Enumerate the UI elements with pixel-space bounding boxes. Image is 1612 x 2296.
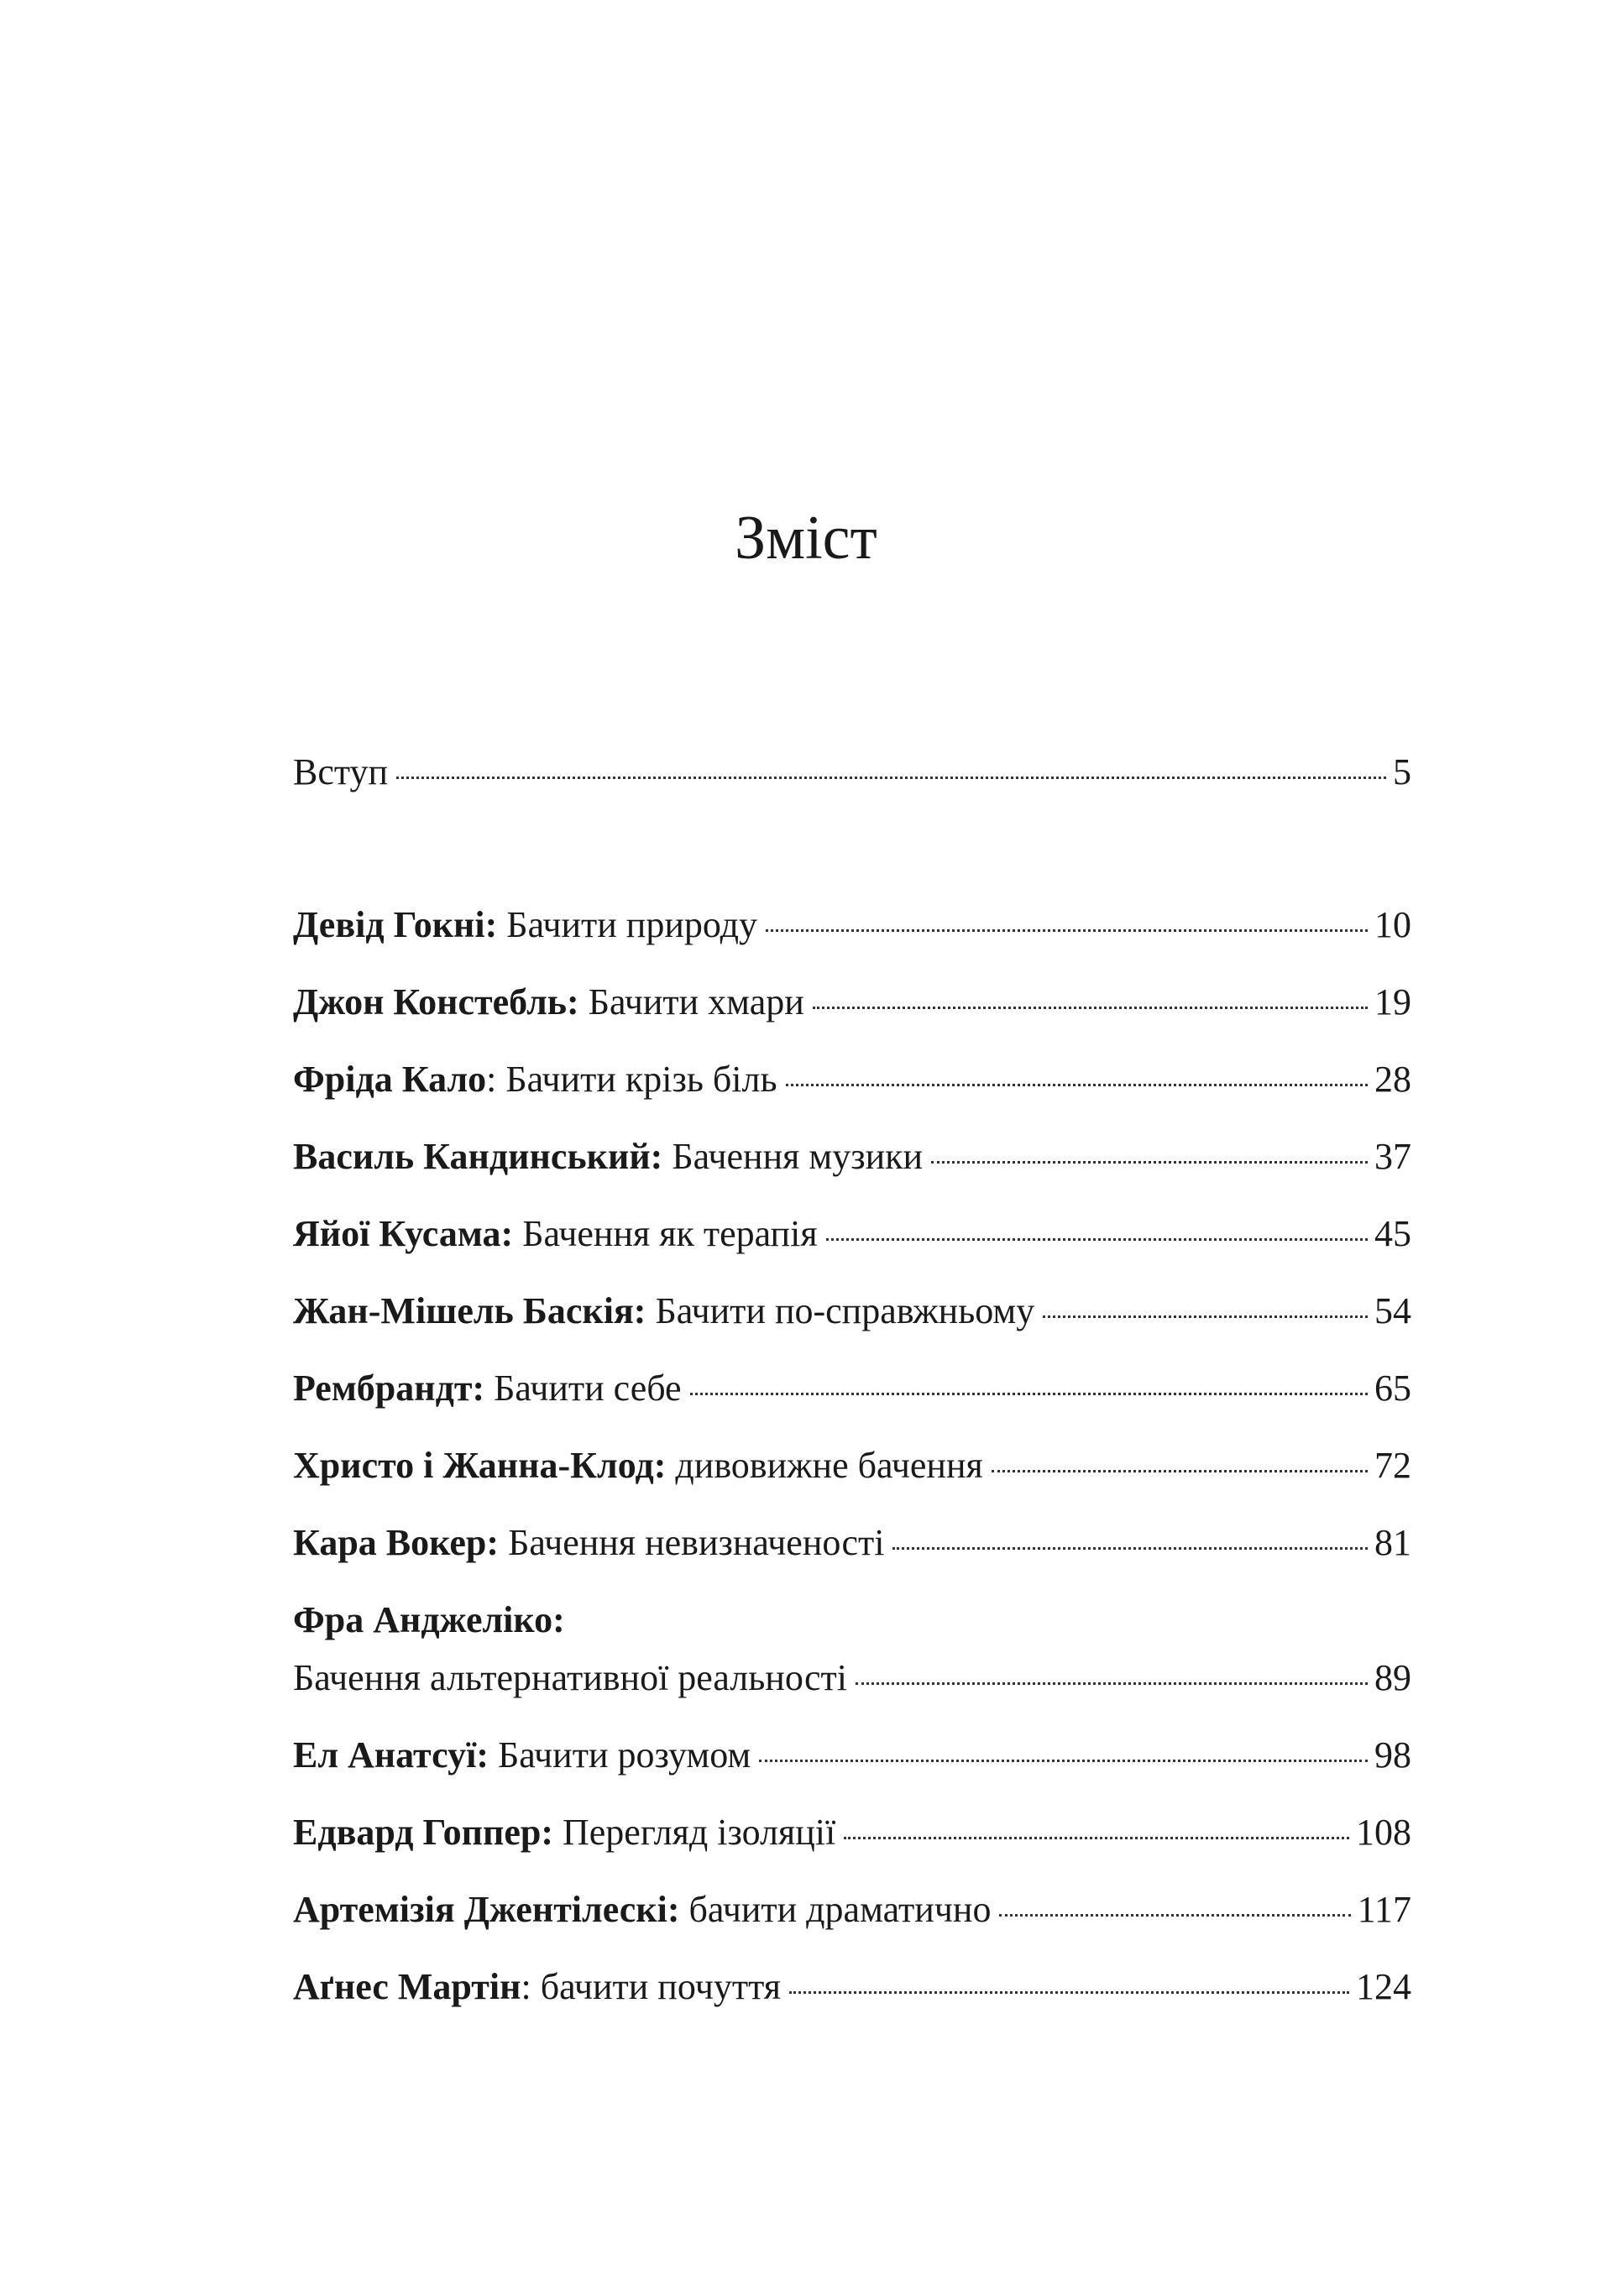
dot-leader (690, 1393, 1368, 1395)
toc-page-number: 89 (1374, 1657, 1411, 1698)
toc-page-number: 117 (1357, 1889, 1411, 1930)
toc-row[interactable] (293, 1365, 1411, 1412)
toc-entry-title: Бачити розумом (489, 1734, 751, 1776)
page-title: Зміст (735, 504, 877, 573)
toc-row[interactable] (293, 1288, 1411, 1335)
toc-page-number: 81 (1374, 1522, 1411, 1563)
toc-entry-title: : бачити почуття (521, 1966, 781, 2007)
toc-row[interactable] (293, 979, 1411, 1026)
toc-row[interactable] (293, 1732, 1411, 1779)
dot-leader (789, 1991, 1349, 1994)
dot-leader (766, 929, 1368, 932)
toc-artist-name: Ел Анатсуї: (293, 1734, 489, 1776)
dot-leader (826, 1238, 1368, 1241)
dot-leader (856, 1682, 1368, 1685)
toc-row[interactable] (293, 1442, 1411, 1489)
toc-page-number: 124 (1356, 1966, 1411, 2007)
toc-row-intro[interactable] (293, 749, 1411, 796)
dot-leader (1043, 1315, 1368, 1318)
toc-row[interactable] (293, 1211, 1411, 1258)
toc-page-number: 37 (1374, 1136, 1411, 1177)
toc-page-number: 72 (1374, 1445, 1411, 1486)
dot-leader (892, 1547, 1368, 1550)
toc-page-number: 45 (1374, 1213, 1411, 1254)
dot-leader (813, 1007, 1368, 1009)
toc-entry-title: бачити драматично (679, 1889, 992, 1930)
toc-artist-name: Кара Вокер: (293, 1522, 500, 1563)
toc-entry-title: Вступ (293, 751, 389, 792)
toc-page-number: 5 (1393, 751, 1411, 792)
toc-entry-title: Бачення невизначеності (499, 1522, 885, 1563)
toc-entry-title: Бачити природу (497, 904, 757, 945)
dot-leader (759, 1760, 1368, 1762)
toc-artist-name[interactable]: Фра Анджеліко: (293, 1599, 565, 1640)
toc-artist-name: Едвард Гоппер: (293, 1812, 553, 1853)
toc-row[interactable] (293, 902, 1411, 949)
dot-leader (992, 1470, 1368, 1472)
toc-artist-name: Яйої Кусама: (293, 1213, 514, 1254)
toc-entry-title: Бачити хмари (578, 981, 804, 1022)
toc-artist-name: Христо і Жанна-Клод: (293, 1445, 667, 1486)
toc-row[interactable] (293, 1655, 1411, 1702)
toc-row[interactable] (293, 1964, 1411, 2011)
toc-entry-title: Бачення як терапія (513, 1213, 818, 1254)
dot-leader (931, 1161, 1368, 1164)
dot-leader (396, 777, 1386, 779)
toc-entry-title: Бачити себе (484, 1368, 682, 1409)
toc-row[interactable] (293, 1056, 1411, 1103)
toc-row[interactable] (293, 1809, 1411, 1856)
toc-row[interactable] (293, 1886, 1411, 1933)
toc-entry-title: : Бачити крізь біль (486, 1059, 777, 1100)
toc-artist-name: Артемізія Джентілескі: (293, 1889, 680, 1930)
toc-artist-name: Джон Констебль: (293, 981, 579, 1022)
toc-artist-name: Жан-Мішель Баскія: (293, 1290, 646, 1331)
dot-leader (999, 1914, 1350, 1917)
toc-row[interactable] (293, 1133, 1411, 1180)
toc-page-number: 28 (1374, 1059, 1411, 1100)
toc-row[interactable] (293, 1519, 1411, 1566)
dot-leader (786, 1084, 1368, 1086)
toc-artist-name: Рембрандт: (293, 1368, 485, 1409)
toc-artist-name: Аґнес Мартін (293, 1966, 521, 2007)
toc-page-number: 10 (1374, 904, 1411, 945)
toc-page-number: 98 (1374, 1734, 1411, 1776)
toc-artist-name: Василь Кандинський: (293, 1136, 663, 1177)
toc-page-number: 54 (1374, 1290, 1411, 1331)
toc-entry-title: Бачити по-справжньому (646, 1290, 1035, 1331)
toc-page-number: 65 (1374, 1368, 1411, 1409)
toc-page-number: 19 (1374, 981, 1411, 1022)
toc-entry-title: Бачення альтернативної реальності (293, 1657, 847, 1698)
toc-page-number: 108 (1356, 1812, 1411, 1853)
toc-entry-title: Бачення музики (662, 1136, 924, 1177)
toc-entry-title: дивовижне бачення (666, 1445, 983, 1486)
dot-leader (844, 1837, 1349, 1839)
toc-artist-name: Фріда Кало (293, 1059, 487, 1100)
toc-entry-title: Перегляд ізоляції (553, 1812, 836, 1853)
toc-artist-name: Девід Гокні: (293, 904, 498, 945)
